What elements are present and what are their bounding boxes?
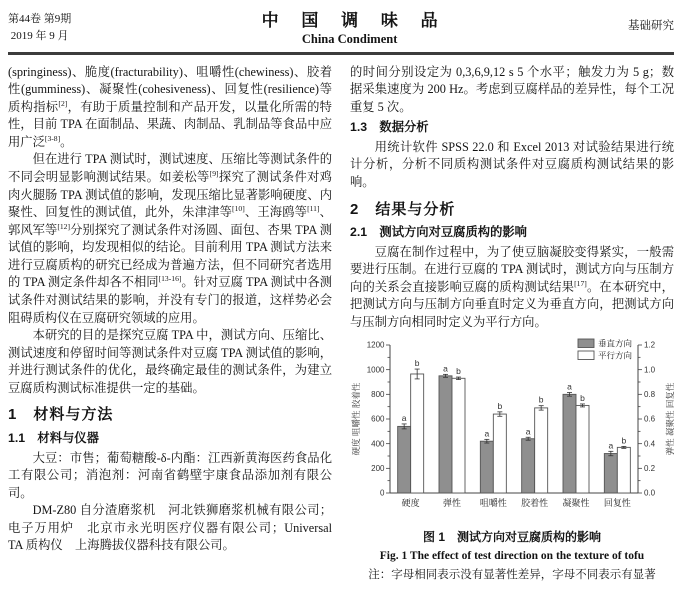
subsection-heading-2-1: 2.1 测试方向对豆腐质构的影响 (350, 224, 527, 239)
paragraph: 本研究的目的是探究豆腐 TPA 中，测试方向、压缩比、测试速度和停留时间等测试条件对豆腐 TPA 测试值的影响，并进行测试条件的优化，最终确定最佳的测试条件，为建立豆腐质构测试标准提供一定的基础。 (8, 328, 332, 395)
paragraph: (springiness)、脆度(fracturability)、咀嚼性(chewiness)、胶着性(gumminess)、凝聚性(cohesiveness)、回复性(resilience)等质构指标[2]，有助于质量控制和产品开发，以量化所需的特性，目前 TPA 在面制品、果蔬、肉制品、乳制品等食品中应用广泛[3-8]。 (8, 64, 332, 149)
figure-1 (350, 336, 674, 583)
svg-text:b: b (456, 366, 461, 377)
svg-text:弹性: 弹性 (442, 498, 462, 509)
svg-text:硬度: 硬度 (401, 498, 420, 509)
right-column (350, 64, 674, 584)
svg-text:胶着性: 胶着性 (521, 498, 549, 509)
svg-text:200: 200 (371, 464, 385, 474)
figure-caption-en: Fig. 1 The effect of test direction on the texture of tofu (379, 550, 645, 563)
svg-text:a: a (484, 428, 490, 439)
svg-text:0.6: 0.6 (644, 415, 656, 425)
svg-text:凝聚性: 凝聚性 (562, 498, 590, 509)
svg-text:咀嚼性: 咀嚼性 (479, 498, 507, 509)
paragraph: 豆腐在制作过程中，为了使豆脑凝胶变得紧实，一般需要进行压制。在进行豆腐的 TPA 测试时，测试方向与压制方向的关系会直接影响豆腐的质构测试结果[17]。在本研究中，把测试方向与压制方向垂直时定义为垂直方向，把测试方向与压制方向相同时定义为平行方向。 (350, 244, 674, 329)
svg-text:a: a (525, 426, 531, 437)
volume-issue: 第44卷 第9期 (8, 13, 72, 25)
svg-text:800: 800 (371, 390, 385, 400)
svg-text:b: b (621, 435, 627, 446)
svg-text:1000: 1000 (366, 365, 385, 375)
journal-title-cn: 中 国 调 味 品 (261, 11, 447, 30)
svg-text:600: 600 (371, 415, 385, 425)
svg-text:a: a (608, 440, 614, 451)
figure-caption-cn: 图 1 测试方向对豆腐质构的影响 (422, 530, 601, 545)
issue-info (8, 6, 71, 44)
svg-text:1.0: 1.0 (644, 365, 656, 375)
svg-text:b: b (538, 395, 544, 406)
svg-text:1.2: 1.2 (644, 341, 656, 351)
svg-text:0.4: 0.4 (644, 439, 656, 449)
svg-text:回复性: 回复性 (603, 498, 631, 509)
bar-chart (350, 336, 680, 522)
svg-text:0.0: 0.0 (644, 489, 656, 499)
issue-date: 2019 年 9 月 (10, 29, 69, 42)
svg-text:a: a (401, 413, 407, 424)
header-rule (8, 52, 674, 55)
svg-text:弹性 凝聚性 回复性: 弹性 凝聚性 回复性 (665, 383, 675, 456)
svg-text:0: 0 (380, 489, 385, 499)
paragraph: DM-Z80 自分渣磨浆机 河北铁狮磨浆机械有限公司；电子万用炉 北京市永光明医疗仪器有限公司；Universal TA 质构仪 上海腾拔仪器科技有限公司。 (8, 503, 332, 553)
paragraph: 用统计软件 SPSS 22.0 和 Excel 2013 对试验结果进行统计分析，分析不同质构测试条件对豆腐质构测试结果的影响。 (350, 139, 674, 189)
journal-header (8, 6, 674, 47)
svg-text:平行方向: 平行方向 (598, 350, 633, 361)
journal-title-block (71, 6, 628, 47)
left-column (8, 64, 332, 584)
section-heading-1: 1 材料与方法 (8, 406, 114, 424)
svg-text:a: a (567, 381, 572, 392)
subsection-heading-1-3: 1.3 数据分析 (350, 120, 429, 135)
svg-text:硬度 咀嚼性 胶着性: 硬度 咀嚼性 胶着性 (351, 383, 361, 456)
svg-text:1200: 1200 (366, 341, 385, 351)
section-heading-2: 2 结果与分析 (350, 200, 456, 218)
section-tag: 基础研究 (628, 20, 674, 32)
figure-caption (350, 529, 674, 583)
paragraph: 但在进行 TPA 测试时，测试速度、压缩比等测试条件的不同会明显影响测试结果。如姜松等[9]探究了测试条件对鸡肉火腿肠 TPA 测试值的影响，发现压缩比显著影响硬度、内聚性、回复性的测试值，此外，朱津津等[10]、王海鸥等[11]、郭风军等[12]分别探究了测试条件对汤圆、面包、杏果 TPA 测试值的影响，均发现相似的结论。目前利用 TPA 测试方法来进行豆腐质构的研究已经成为普遍方法，但不同研究者选用的 TPA 测定条件却各不相同[13-16]。针对豆腐 TPA 测试中各测试条件对测试结果的影响，并没有专门的报道，这样势必会阻碍质构仪在豆腐研究领域的应用。 (8, 152, 333, 325)
svg-text:b: b (414, 358, 420, 369)
two-column-body (8, 64, 674, 584)
paragraph: 的时间分别设定为 0,3,6,9,12 s 5 个水平；触发力为 5 g；数据采集速度为 200 Hz。考虑到豆腐样品的差异性，每个工况重复 5 次。 (350, 64, 674, 114)
journal-title-en: China Condiment (301, 32, 398, 46)
subsection-heading-1-1: 1.1 材料与仪器 (8, 430, 99, 445)
svg-text:a: a (443, 363, 448, 374)
svg-text:400: 400 (371, 439, 385, 449)
svg-text:0.2: 0.2 (644, 464, 656, 474)
figure-note: 注：字母相同表示没有显著性差异，字母不同表示有显著 (368, 568, 656, 581)
svg-text:b: b (580, 393, 585, 404)
svg-text:b: b (497, 401, 503, 412)
paragraph: 大豆：市售；葡萄糖酸-δ-内酯：江西新黄海医药食品化工有限公司；消泡剂：河南省鹤壁宇康食品添加剂有限公司。 (8, 450, 332, 500)
svg-text:0.8: 0.8 (644, 390, 656, 400)
svg-text:垂直方向: 垂直方向 (598, 338, 633, 349)
